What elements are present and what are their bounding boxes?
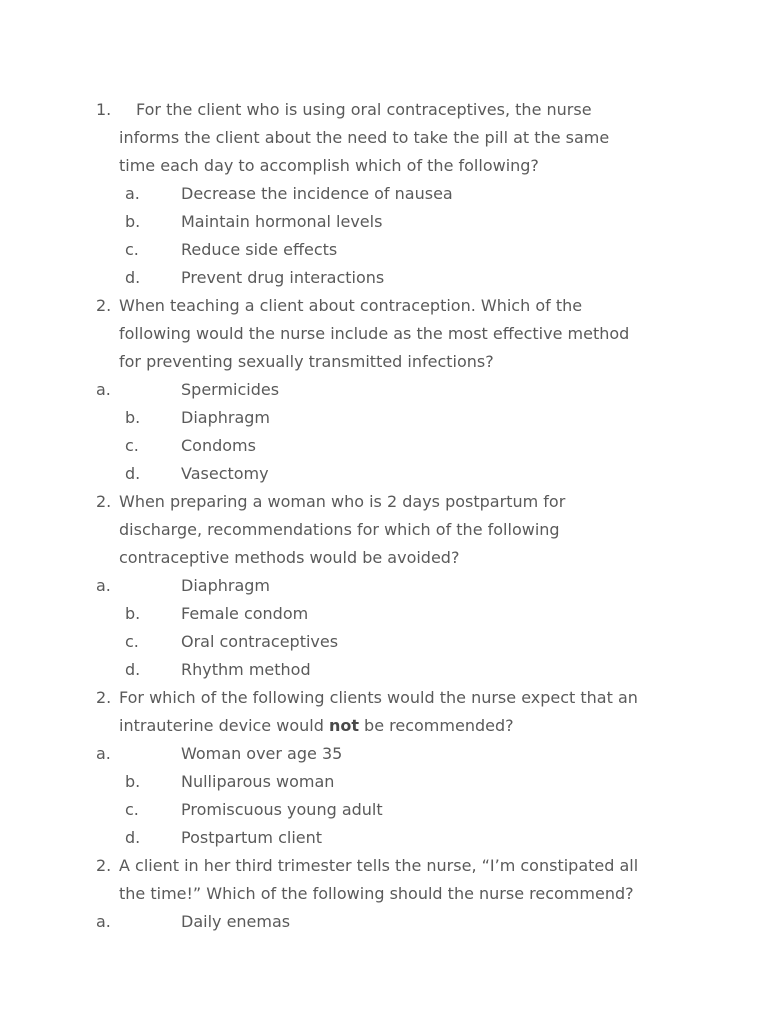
question-number: 2. <box>96 856 112 875</box>
option-text: Promiscuous young adult <box>181 800 383 819</box>
question-text-line: When teaching a client about contraception. Which of the <box>119 296 583 315</box>
option-letter: d. <box>125 660 141 679</box>
option-letter: d. <box>125 268 141 287</box>
question-text-segment: be recommended? <box>358 716 514 735</box>
option-letter: c. <box>125 240 139 259</box>
question-text-line: the time!” Which of the following should the nurse recommend? <box>119 884 634 903</box>
question-text-line: For the client who is using oral contraceptives, the nurse <box>136 100 592 119</box>
option-letter: c. <box>125 436 139 455</box>
option-text: Spermicides <box>181 380 280 399</box>
option-text: Prevent drug interactions <box>181 268 385 287</box>
option-text: Decrease the incidence of nausea <box>181 184 453 203</box>
option-letter: a. <box>96 744 111 763</box>
option-text: Woman over age 35 <box>181 744 343 763</box>
question-text-line: For which of the following clients would the nurse expect that an <box>119 688 638 707</box>
emphasis-text: not <box>328 716 359 735</box>
question-text-line: time each day to accomplish which of the following? <box>119 156 539 175</box>
option-text: Daily enemas <box>181 912 291 931</box>
option-letter: d. <box>125 464 141 483</box>
option-letter: b. <box>125 212 141 231</box>
option-text: Condoms <box>181 436 256 455</box>
option-letter: c. <box>125 632 139 651</box>
question-text-line: When preparing a woman who is 2 days postpartum for <box>119 492 566 511</box>
option-letter: a. <box>96 576 111 595</box>
question-text-line: contraceptive methods would be avoided? <box>119 548 460 567</box>
question-text-segment: intrauterine device would <box>119 716 329 735</box>
option-letter: c. <box>125 800 139 819</box>
question-number: 2. <box>96 492 112 511</box>
option-text: Postpartum client <box>181 828 323 847</box>
option-text: Diaphragm <box>181 576 270 595</box>
option-letter: d. <box>125 828 141 847</box>
option-letter: a. <box>96 380 111 399</box>
question-text-line: A client in her third trimester tells the nurse, “I’m constipated all <box>119 856 639 875</box>
option-text: Maintain hormonal levels <box>181 212 383 231</box>
question-text-line: following would the nurse include as the most effective method <box>119 324 630 343</box>
option-text: Rhythm method <box>181 660 311 679</box>
option-letter: b. <box>125 772 141 791</box>
option-letter: a. <box>96 912 111 931</box>
option-text: Nulliparous woman <box>181 772 335 791</box>
option-letter: a. <box>125 184 140 203</box>
option-text: Vasectomy <box>181 464 269 483</box>
option-text: Female condom <box>181 604 309 623</box>
question-number: 2. <box>96 296 112 315</box>
question-text-line: informs the client about the need to take the pill at the same <box>119 128 610 147</box>
option-text: Oral contraceptives <box>181 632 339 651</box>
question-text-line <box>119 712 514 740</box>
option-letter: b. <box>125 408 141 427</box>
question-number: 2. <box>96 688 112 707</box>
question-text-line: for preventing sexually transmitted infections? <box>119 352 494 371</box>
option-text: Reduce side effects <box>181 240 338 259</box>
option-letter: b. <box>125 604 141 623</box>
question-number: 1. <box>96 100 112 119</box>
option-text: Diaphragm <box>181 408 270 427</box>
question-text-line: discharge, recommendations for which of the following <box>119 520 560 539</box>
